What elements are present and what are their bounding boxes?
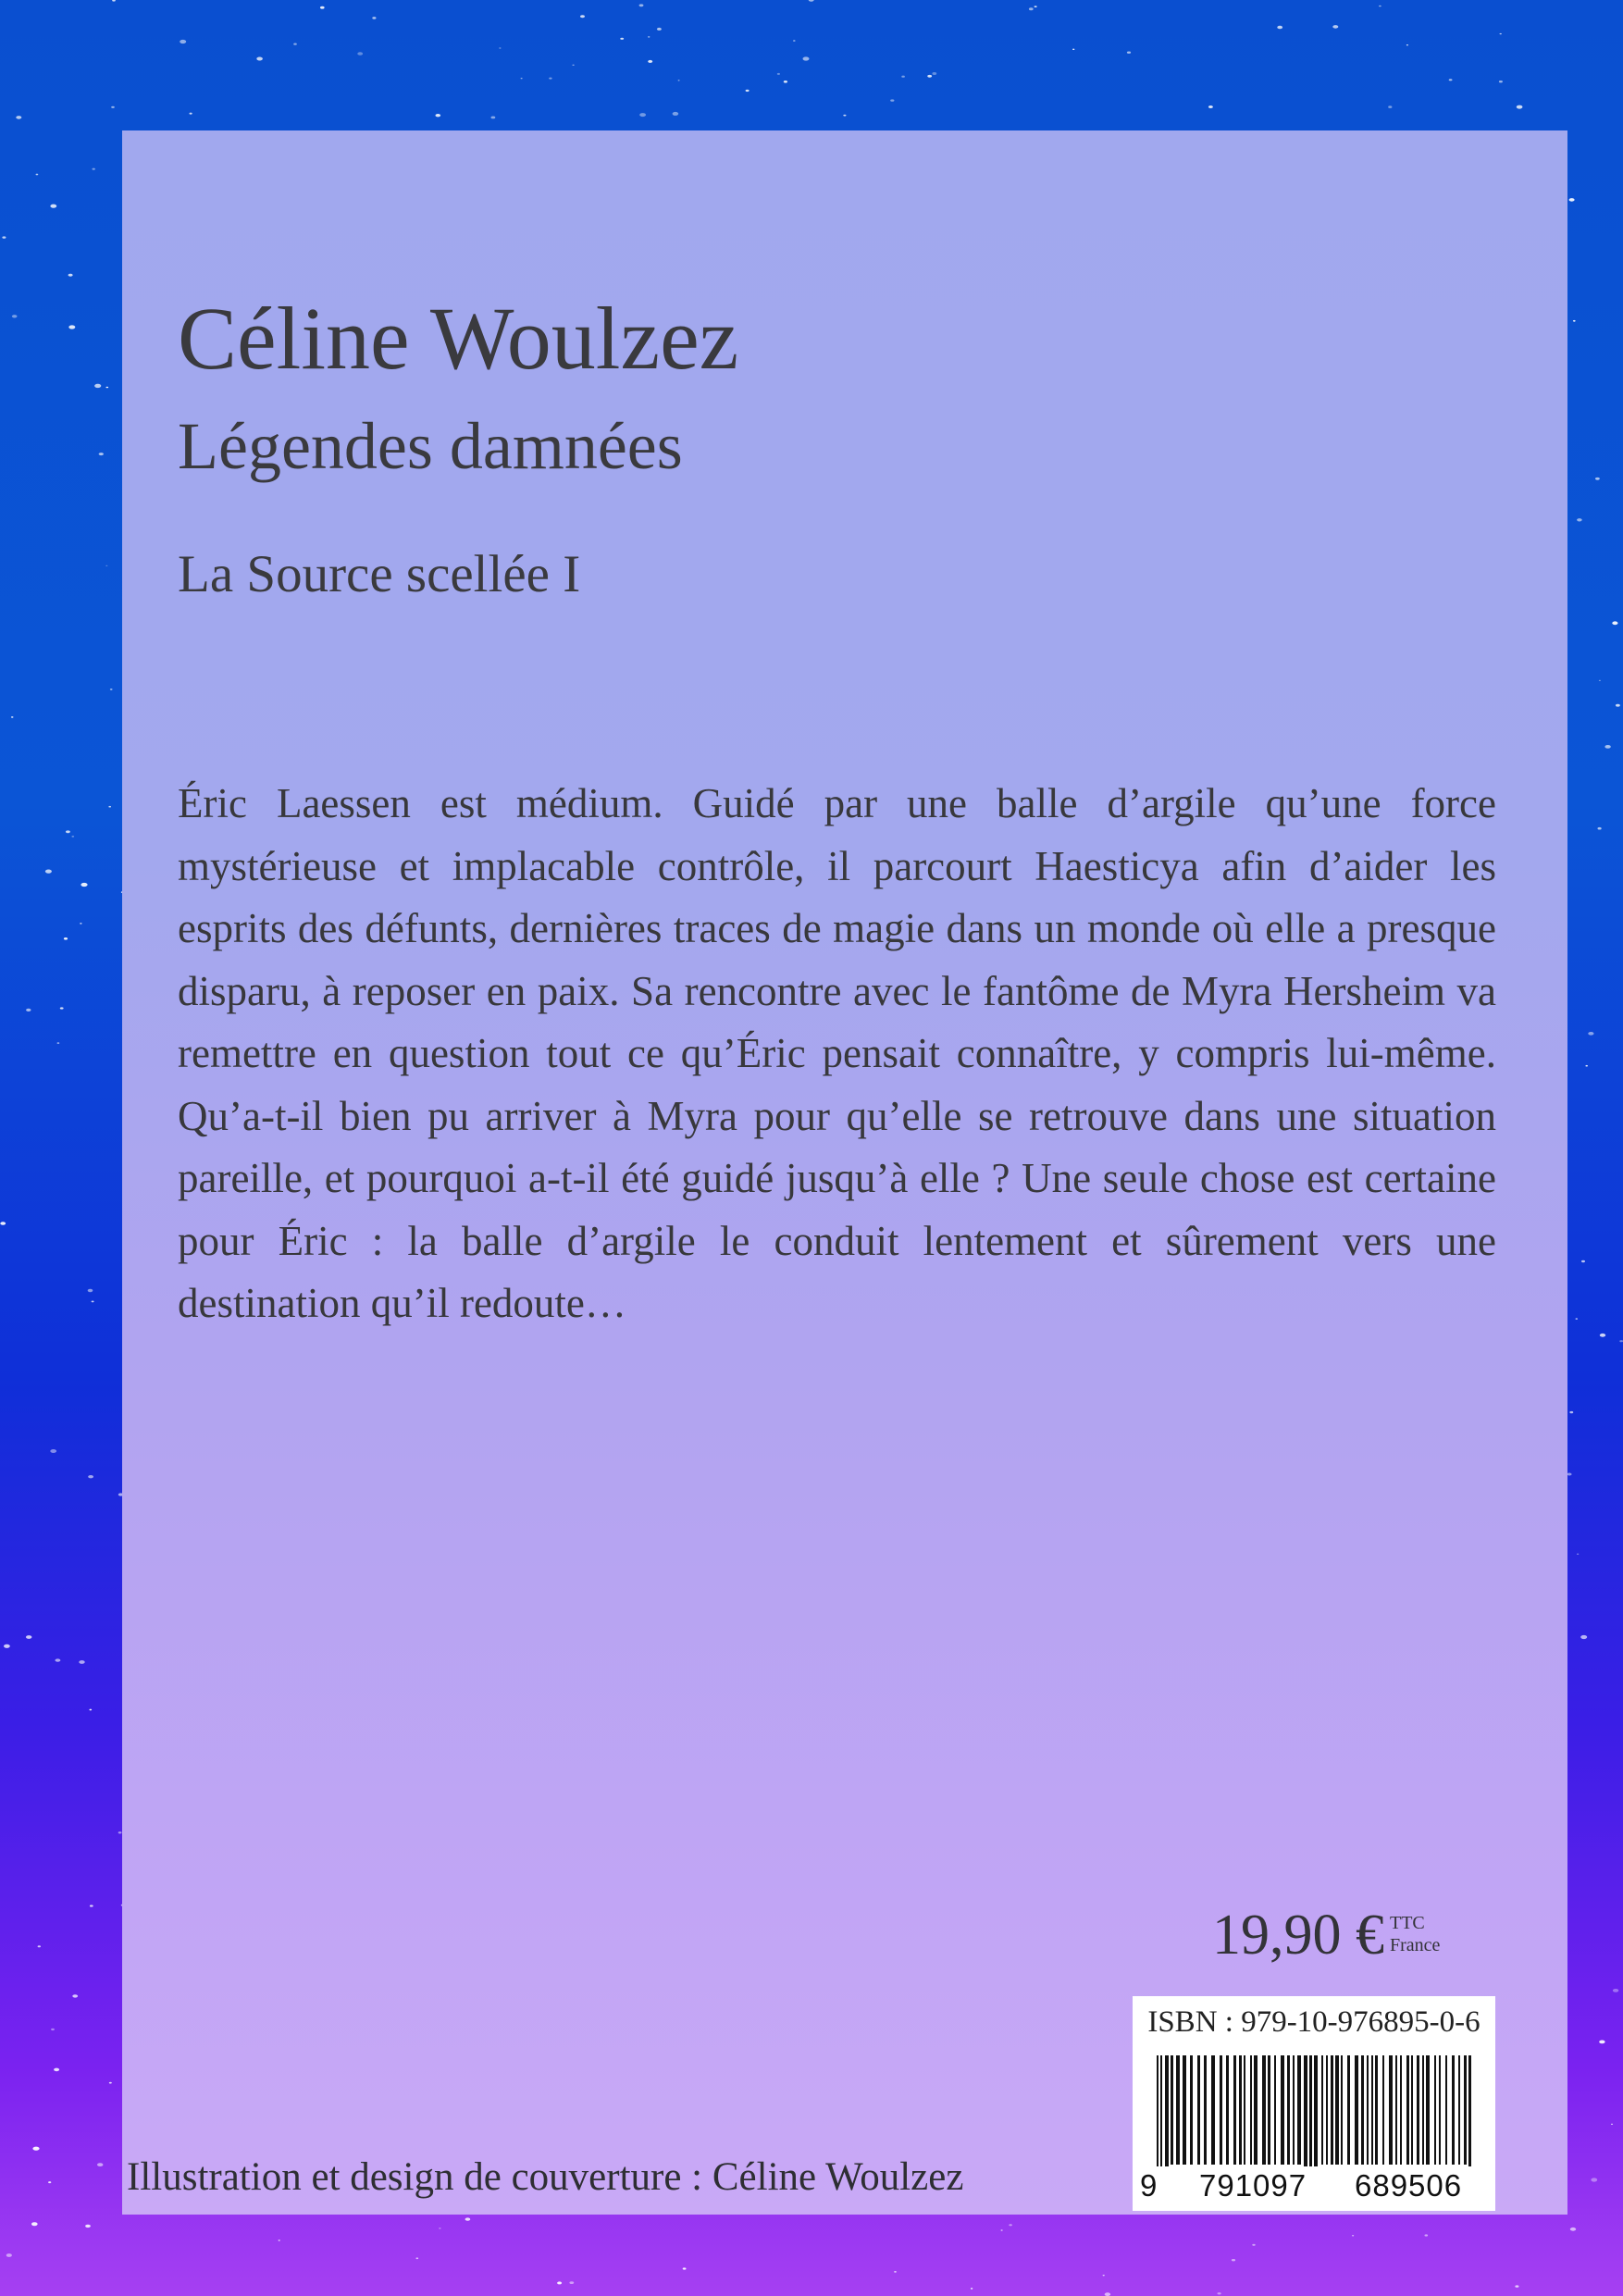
- barcode-digit-first: 9: [1140, 2168, 1158, 2203]
- blurb-text: Éric Laessen est médium. Guidé par une balle d’argile qu’une force mystérieuse et implacable contrôle, il parcourt Haesticya afin d’aider les esprits des défunts, dernières traces de magie dans un monde où elle a presque disparu, à reposer en paix. Sa rencontre avec le fantôme de Myra Hersheim va remettre en question tout ce qu’Éric pensait connaître, y compris lui-même. Qu’a-t-il bien pu arriver à Myra pour qu’elle se retrouve dans une situation pareille, et pourquoi a-t-il été guidé jusqu’à elle ? Une seule chose est certaine pour Éric : la balle d’argile le conduit lentement et sûrement vers une destination qu’il redoute…: [178, 780, 1496, 1326]
- isbn-barcode: [1133, 1996, 1495, 2211]
- cover-credit: Illustration et design de couverture : Céline Woulzez: [127, 2155, 964, 2199]
- barcode-digits-left: 791097: [1199, 2168, 1307, 2203]
- book-subtitle: La Source scellée I: [178, 545, 581, 603]
- price-tax-note: [1390, 1912, 1440, 1956]
- barcode-digits-right: 689506: [1355, 2168, 1463, 2203]
- price-tax: TTC: [1390, 1913, 1425, 1933]
- price-value: 19,90 €: [1212, 1904, 1384, 1967]
- book-title: Légendes damnées: [178, 409, 683, 483]
- isbn-number: ISBN : 979-10-976895-0-6: [1147, 2005, 1481, 2039]
- author-name: Céline Woulzez: [178, 289, 739, 388]
- barcode-bars: [1138, 2055, 1490, 2166]
- price-country: France: [1390, 1935, 1441, 1955]
- back-cover-panel: [122, 130, 1567, 2215]
- price-label: [1212, 1903, 1440, 1968]
